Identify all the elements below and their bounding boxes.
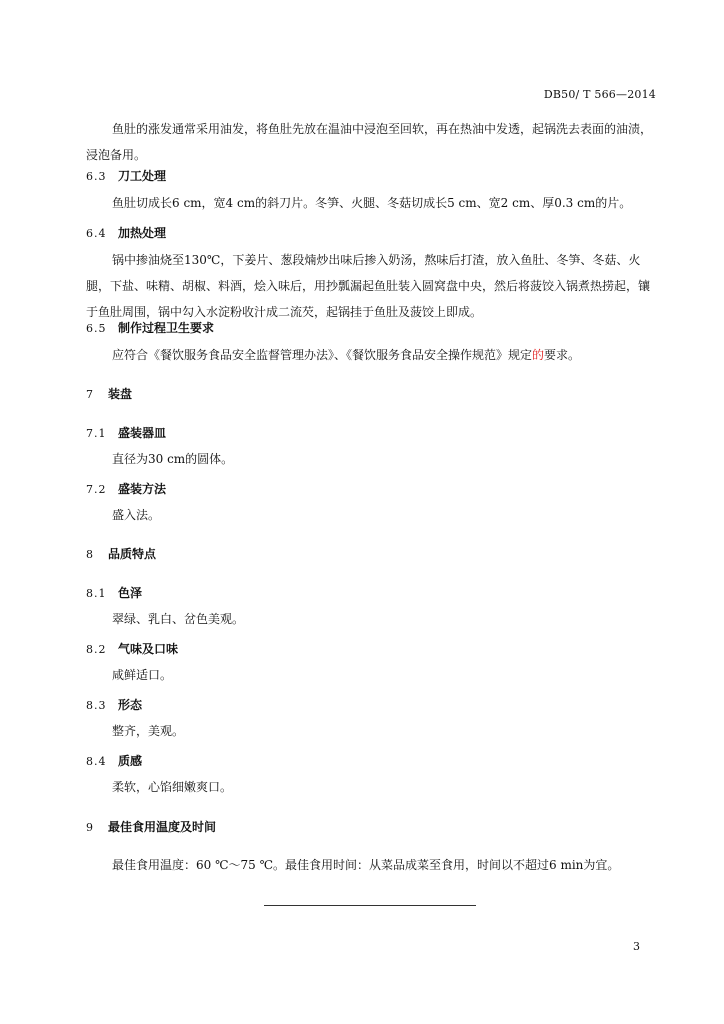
heading-8 [86, 545, 156, 562]
heading-title: 色泽 [118, 586, 143, 600]
heading-title: 刀工处理 [118, 169, 167, 183]
heading-title: 品质特点 [108, 547, 157, 561]
heading-6-4 [86, 224, 166, 241]
heading-number: 9 [86, 821, 94, 834]
heading-8-4 [86, 752, 142, 769]
heading-number: 7 [86, 388, 94, 401]
heading-number: 6.3 [86, 170, 107, 183]
heading-number: 7.2 [86, 483, 107, 496]
heading-6-5 [86, 319, 214, 336]
paragraph-taste: 咸鲜适口。 [112, 668, 173, 682]
heading-title: 加热处理 [118, 226, 167, 240]
heading-7-1 [86, 424, 166, 441]
highlighted-char: 的 [532, 348, 545, 362]
heading-number: 8.1 [86, 587, 107, 600]
heading-number: 7.1 [86, 427, 107, 440]
heading-number: 6.5 [86, 322, 107, 335]
paragraph-heating: 锅中掺油烧至130℃，下姜片、葱段煵炒出味后掺入奶汤，熬味后打渣，放入鱼肚、冬笋、冬菇、火腿，下盐、味精、胡椒、料酒，烩入味后，用抄瓢漏起鱼肚装入圆窝盘中央，然后将菠饺入锅煮热捞起，镶于鱼肚周围，锅中勾入水淀粉收汁成二流芡，起锅挂于鱼肚及菠饺上即成。 [86, 253, 651, 319]
heading-number: 6.4 [86, 227, 107, 240]
paragraph-knife-work: 鱼肚切成长6 cm，宽4 cm的斜刀片。冬笋、火腿、冬菇切成长5 cm、宽2 cm、厚0.3 cm的片。 [112, 196, 632, 210]
heading-title: 质感 [118, 754, 143, 768]
heading-title: 装盘 [108, 387, 133, 401]
paragraph-fish-maw-soaking: 鱼肚的涨发通常采用油发，将鱼肚先放在温油中浸泡至回软，再在热油中发透，起锅洗去表面的油渍，浸泡备用。 [86, 122, 653, 162]
end-divider [264, 905, 476, 906]
page-number: 3 [633, 940, 640, 953]
heading-number: 8.4 [86, 755, 107, 768]
paragraph-hygiene [86, 342, 656, 368]
heading-title: 盛装器皿 [118, 426, 167, 440]
heading-8-1 [86, 584, 142, 601]
hygiene-text-end: 要求。 [544, 348, 581, 362]
paragraph-vessel: 直径为30 cm的圆体。 [112, 452, 234, 466]
paragraph-color: 翠绿、乳白、岔色美观。 [112, 612, 245, 626]
heading-6-3 [86, 167, 166, 184]
heading-title: 制作过程卫生要求 [118, 321, 215, 335]
heading-title: 最佳食用温度及时间 [108, 820, 217, 834]
heading-9 [86, 818, 216, 835]
heading-title: 形态 [118, 698, 143, 712]
paragraph-shape: 整齐，美观。 [112, 724, 185, 738]
hygiene-text: 应符合《餐饮服务食品安全监督管理办法》、《餐饮服务食品安全操作规范》规定 [112, 348, 533, 362]
heading-number: 8.2 [86, 643, 107, 656]
heading-8-2 [86, 640, 178, 657]
heading-number: 8.3 [86, 699, 107, 712]
paragraph-method: 盛入法。 [112, 508, 161, 522]
heading-title: 盛装方法 [118, 482, 167, 496]
heading-number: 8 [86, 548, 94, 561]
heading-title: 气味及口味 [118, 642, 179, 656]
heading-7 [86, 385, 132, 402]
paragraph-serving-temperature: 最佳食用温度：60 ℃～75 ℃。最佳食用时间：从菜品成菜至食用，时间以不超过6 min为宜。 [112, 858, 620, 872]
document-id: DB50/ T 566—2014 [543, 88, 656, 101]
heading-8-3 [86, 696, 142, 713]
paragraph-texture: 柔软，心馅细嫩爽口。 [112, 780, 233, 794]
heading-7-2 [86, 480, 166, 497]
